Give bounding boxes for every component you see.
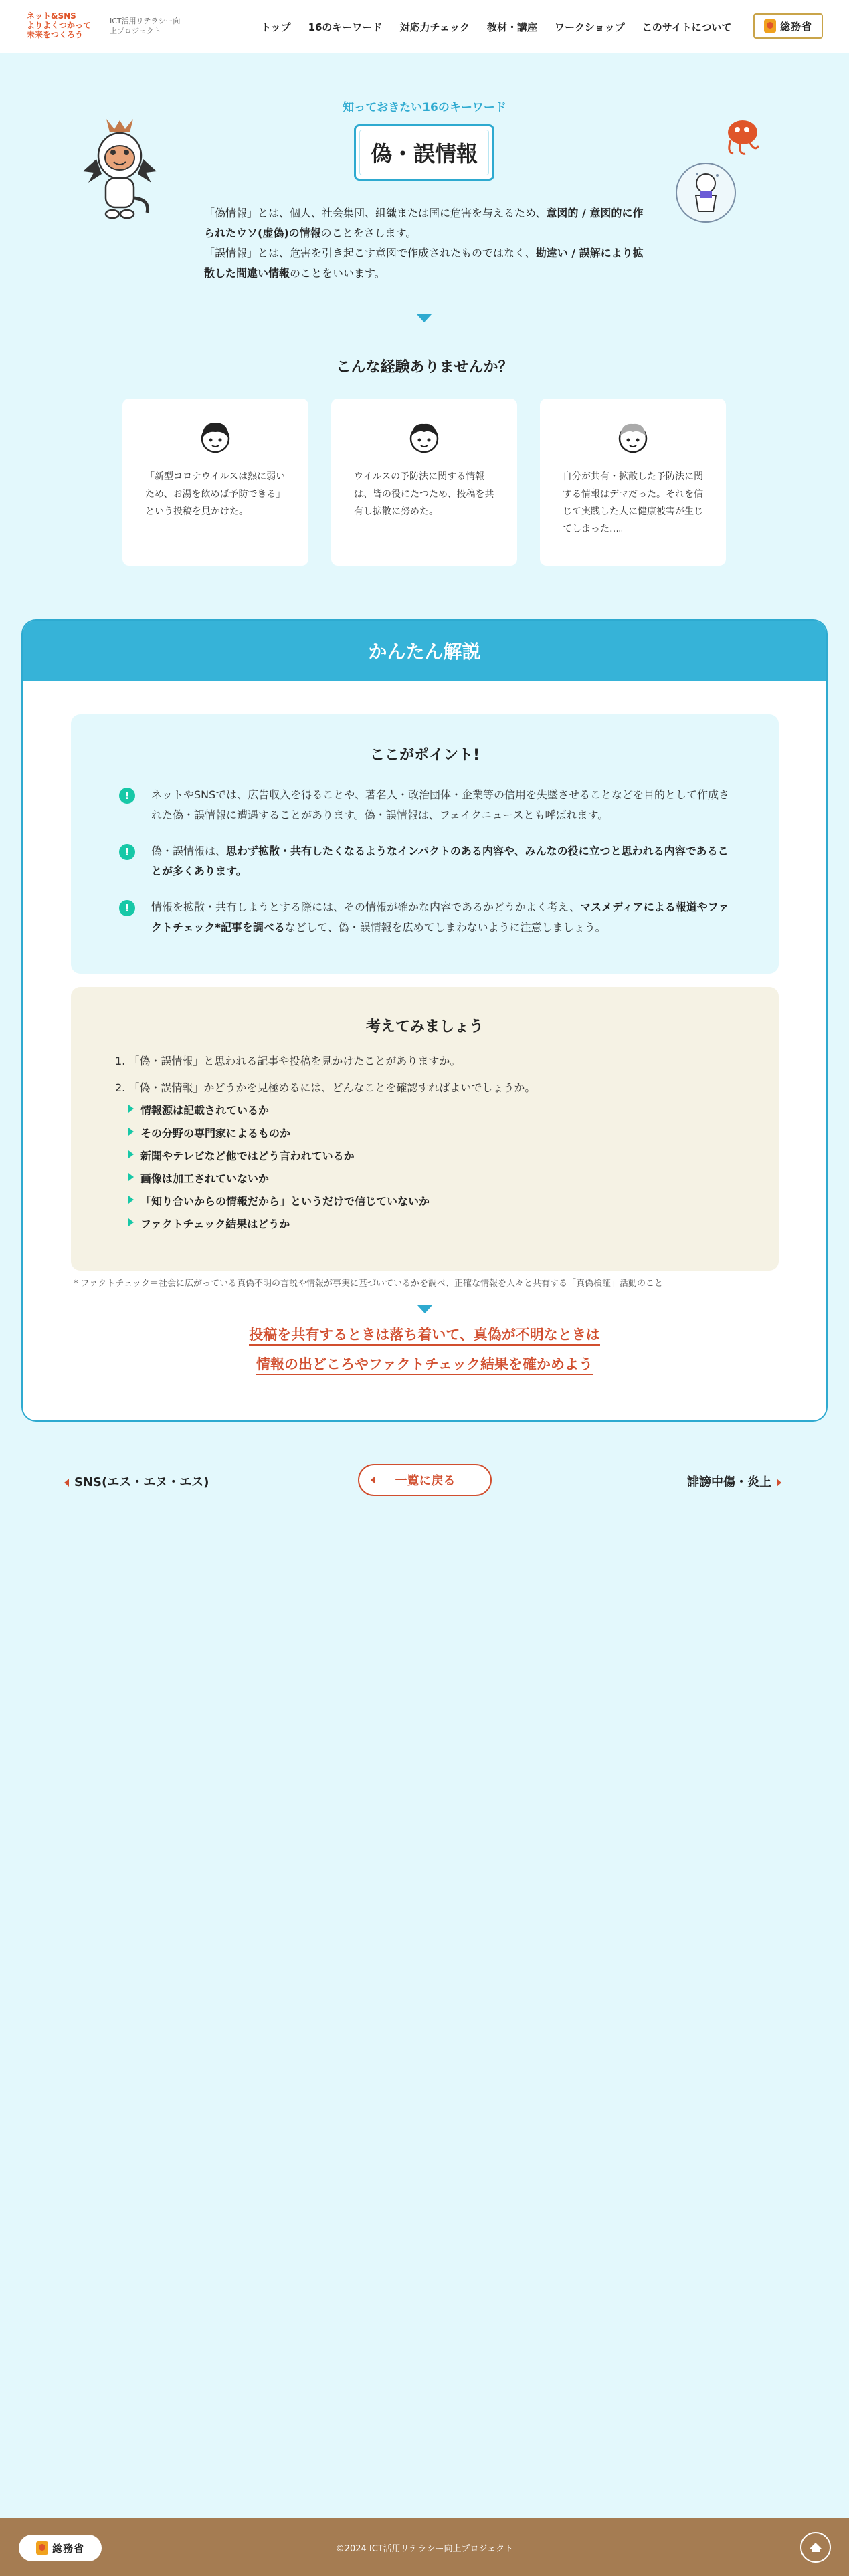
site-header [0,0,849,53]
experience-card-3-text: 自分が共有・拡散した予防法に関する情報はデマだった。それを信じて実践した人に健康被害が生じてしまった…。 [563,471,703,534]
mascot-character-right [676,114,763,227]
key-point-2-text-a: 偽・誤情報は、 [151,845,227,857]
ministry-label: 総務省 [779,20,812,33]
intro-2a: 「誤情報」とは、危害を引き起こす意図で作成されたものではなく、 [204,247,536,259]
check-item: 情報源は記載されているか [127,1102,269,1117]
footer-ministry-label: 総務省 [52,2542,84,2555]
check-item: 新聞やテレビなど他ではどう言われているか [127,1148,355,1163]
key-points-title: ここがポイント! [369,747,480,764]
intro-text [204,203,646,284]
nav-about[interactable]: このサイトについて [642,21,732,33]
main-nav [261,0,749,53]
site-footer [0,2518,849,2576]
key-point-1-text: ネットやSNSでは、広告収入を得ることや、著名人・政治団体・企業等の信用を失墜させることなどを目的として作成された偽・誤情報に遭遇することがあります。偽・誤情報は、フェイクニュースとも呼ばれます。 [151,788,729,821]
cta-line-2 [23,1354,826,1374]
back-to-top-button[interactable] [800,2532,831,2563]
exclamation-icon: ! [119,900,135,916]
experience-title: こんな経験ありませんか？ [336,359,513,376]
nav-materials[interactable]: 教材・講座 [487,21,538,33]
keyword-title-box [354,124,494,181]
logo-line-2: よりよくつかって [27,21,92,30]
boy-face-icon [406,419,442,455]
intro-2b: 勘違い / 誤解により拡散した間違い情報 [204,247,644,280]
down-arrow-icon [417,1305,432,1313]
check-item: ファクトチェック結果はどうか [127,1216,290,1231]
nav-16-keywords[interactable]: 16のキーワード [308,21,383,33]
intro-1a: 「偽情報」とは、個人、社会集団、組織または国に危害を与えるため、 [204,207,547,219]
check-item: 「知り合いからの情報だから」というだけで信じていないか [127,1193,430,1208]
experience-card-3 [540,399,726,566]
logo-subtitle: ICT活用リテラシー向上プロジェクト [110,17,181,35]
down-arrow-icon [417,314,432,322]
cta-line-1-text: 投稿を共有するときは落ち着いて、真偽が不明なときは [249,1327,600,1346]
cta-line-1 [23,1324,826,1344]
key-point-3-text-a: 情報を拡散・共有しようとする際には、その情報が確かな内容であるかどうかよく考え、 [151,901,580,914]
key-point-3-text-b: マスメディアによる報道やファクトチェック*記事を調べる [151,901,729,934]
nav-workshop[interactable]: ワークショップ [555,21,625,33]
nav-check[interactable]: 対応力チェック [399,21,470,33]
chevron-left-icon [371,1476,375,1484]
exclamation-icon: ! [119,788,135,804]
question-1: 1. 「偽・誤情報」と思われる記事や投稿を見かけたことがありますか。 [115,1055,461,1067]
question-2: 2. 「偽・誤情報」かどうかを見極めるには、どんなことを確認すればよいでしょうか。 [115,1081,536,1094]
intro-1b: 意図的 / 意図的に作られたウソ(虚偽)の情報 [204,207,644,239]
next-keyword-link[interactable] [687,1473,781,1490]
prev-keyword-label: SNS(エス・エヌ・エス) [74,1475,209,1489]
intro-paragraph-disinfo [204,203,646,243]
exclamation-icon: ! [119,844,135,860]
check-item: その分野の専門家によるものか [127,1125,290,1140]
experience-card-2 [331,399,517,566]
mascot-character-left [83,119,157,226]
copyright-text: ©2024 ICT活用リテラシー向上プロジェクト [335,2544,514,2554]
experience-card-1 [122,399,308,566]
elderly-face-icon [615,419,651,455]
key-point-3-text-c: などして、偽・誤情報を広めてしまわないように注意しましょう。 [284,921,606,934]
cta-line-2-text: 情報の出どころやファクトチェック結果を確かめよう [256,1356,593,1375]
nav-top[interactable]: トップ [261,21,291,33]
intro-1c: のことをさします。 [320,227,417,239]
ministry-logo-icon [764,19,776,33]
key-point-1 [119,785,735,825]
back-to-list-label: 一覧に戻る [395,1474,456,1488]
explanation-heading: かんたん解説 [23,621,826,681]
page-title: 偽・誤情報 [370,141,478,167]
experience-card-1-text: 「新型コロナウイルスは熱に弱いため、お湯を飲めば予防できる」という投稿を見かけた。 [145,471,286,517]
prev-keyword-link[interactable] [64,1473,209,1490]
fact-check-footnote: * ファクトチェック＝社会に広がっている真偽不明の言説や情報が事実に基づいているかを調べ、正確な情報を人々と共有する「真偽検証」活動のこと [74,1279,663,1289]
logo-line-3: 未来をつくろう [27,30,84,39]
explanation-panel [21,619,828,1422]
logo-line-1: ネット&SNS [27,11,76,21]
think-about-title: 考えてみましょう [365,1018,484,1035]
key-points-box [71,714,779,974]
think-about-box [71,987,779,1271]
arrow-up-icon [809,2543,822,2552]
key-point-3 [119,897,735,938]
next-keyword-label: 誹謗中傷・炎上 [687,1475,771,1489]
girl-face-icon [197,419,233,455]
key-point-2-text-b: 思わず拡散・共有したくなるようなインパクトのある内容や、みんなの役に立つと思われる内容であることが多くあります。 [151,845,729,877]
experience-card-2-text: ウイルスの予防法に関する情報は、皆の役にたつため、投稿を共有し拡散に努めた。 [354,471,494,517]
site-logo[interactable] [27,11,94,39]
back-to-list-button[interactable] [358,1464,492,1496]
intro-2c: のことをいいます。 [290,267,385,280]
check-item: 画像は加工されていないか [127,1170,269,1186]
chevron-right-icon [777,1479,781,1487]
key-point-2 [119,841,735,881]
chevron-left-icon [64,1479,69,1487]
ministry-link[interactable] [753,13,823,39]
intro-paragraph-misinfo [204,243,646,284]
keyword-eyebrow: 知っておきたい16のキーワード [343,101,506,114]
